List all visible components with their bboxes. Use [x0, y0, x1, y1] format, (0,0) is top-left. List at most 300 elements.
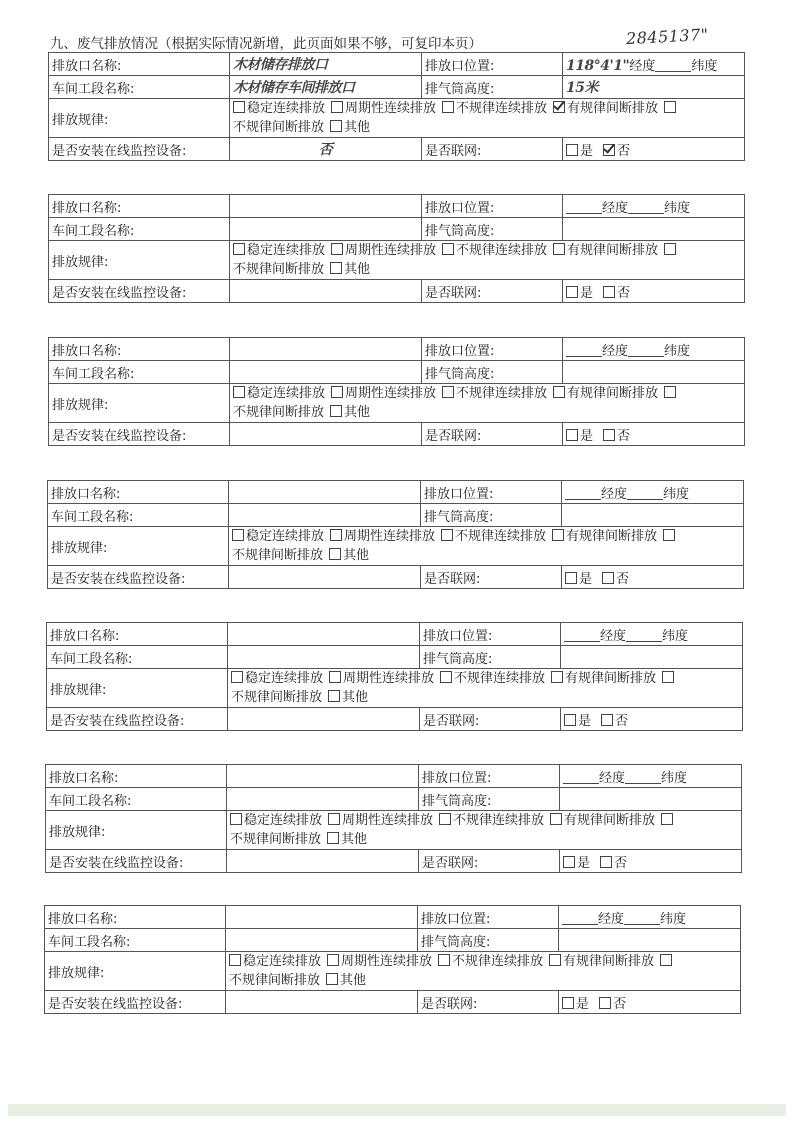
pattern-option-label: 其他	[340, 973, 367, 988]
network-label: 是否联网:	[420, 708, 561, 731]
stack-height-field[interactable]	[559, 929, 741, 952]
checkbox-icon[interactable]	[664, 243, 676, 255]
checkbox-icon[interactable]	[553, 101, 565, 113]
workshop-field[interactable]	[230, 218, 422, 241]
pattern-options	[230, 99, 745, 138]
outlet-name-field[interactable]	[226, 906, 418, 929]
longitude-label: 经度	[602, 343, 629, 359]
network-yes-label: 是	[580, 143, 594, 159]
stack-height-label: 排气筒高度:	[418, 929, 559, 952]
network-label: 是否联网:	[418, 991, 559, 1014]
workshop-field[interactable]: 木材储存车间排放口	[230, 76, 422, 99]
checkbox-icon[interactable]	[599, 997, 611, 1009]
outlet-position-field[interactable]	[559, 906, 741, 929]
checkbox-icon[interactable]	[603, 429, 615, 441]
checkbox-icon[interactable]	[562, 997, 574, 1009]
emission-form-block	[48, 337, 745, 446]
outlet-name-label: 排放口名称:	[49, 195, 230, 218]
stack-height-label: 排气筒高度:	[422, 361, 563, 384]
pattern-option-label: 稳定连续排放	[243, 954, 322, 969]
pattern-option[interactable]	[229, 973, 320, 988]
pattern-option-label: 稳定连续排放	[245, 671, 324, 686]
pattern-option-label: 其他	[344, 262, 371, 277]
checkbox-icon[interactable]	[601, 714, 613, 726]
stack-height-label: 排气筒高度:	[421, 504, 562, 527]
network-no-label: 否	[613, 996, 627, 1012]
checkbox-icon[interactable]	[329, 671, 341, 683]
checkbox-icon[interactable]	[565, 572, 577, 584]
pattern-option[interactable]	[553, 101, 658, 116]
pattern-option-label: 稳定连续排放	[247, 243, 326, 258]
network-no-label: 否	[617, 143, 631, 159]
latitude-blank[interactable]	[627, 487, 663, 500]
outlet-name-label: 排放口名称:	[47, 623, 228, 646]
network-yes-label: 是	[580, 428, 594, 444]
emission-form-block	[48, 52, 745, 161]
pattern-option-label: 有规律间断排放	[565, 671, 657, 686]
checkbox-icon[interactable]	[330, 405, 342, 417]
pattern-option-label: 不规律间断排放	[231, 690, 323, 705]
emission-form-block	[45, 764, 742, 873]
checkbox-icon[interactable]	[233, 386, 245, 398]
longitude-value: 118°4'1"	[566, 57, 630, 74]
longitude-label: 经度	[629, 58, 656, 74]
workshop-label: 车间工段名称:	[45, 929, 226, 952]
network-no-label: 否	[617, 285, 631, 301]
longitude-label: 经度	[598, 911, 625, 927]
pattern-option[interactable]	[442, 386, 547, 401]
pattern-option[interactable]	[232, 529, 324, 544]
checkbox-icon[interactable]	[603, 286, 615, 298]
checkbox-icon[interactable]	[566, 144, 578, 156]
pattern-option[interactable]	[330, 262, 370, 277]
checkbox-icon[interactable]	[664, 101, 676, 113]
pattern-option[interactable]	[328, 813, 433, 828]
pattern-option-label: 不规律间断排放	[233, 120, 325, 135]
outlet-name-label: 排放口名称:	[46, 765, 227, 788]
pattern-option[interactable]	[230, 813, 322, 828]
checkbox-icon[interactable]	[442, 386, 454, 398]
checkbox-icon[interactable]	[441, 529, 453, 541]
pattern-option[interactable]	[552, 529, 657, 544]
outlet-position-label: 排放口位置:	[422, 338, 563, 361]
checkbox-icon[interactable]	[600, 856, 612, 868]
pattern-option[interactable]	[553, 243, 658, 258]
pattern-label: 排放规律:	[46, 811, 227, 850]
monitor-field[interactable]	[228, 708, 420, 731]
page-title: 九、废气排放情况（根据实际情况新增，此页面如果不够，可复印本页）	[50, 36, 482, 52]
outlet-position-label: 排放口位置:	[422, 195, 563, 218]
pattern-option[interactable]	[233, 386, 325, 401]
network-no-option[interactable]	[603, 144, 630, 159]
latitude-blank[interactable]	[628, 344, 664, 357]
pattern-option-label: 稳定连续排放	[247, 101, 326, 116]
workshop-field[interactable]	[228, 646, 420, 669]
pattern-option[interactable]	[441, 529, 546, 544]
longitude-label: 经度	[602, 200, 629, 216]
longitude-blank[interactable]	[562, 912, 598, 925]
network-field	[560, 850, 742, 873]
longitude-blank[interactable]	[563, 771, 599, 784]
outlet-name-field[interactable]	[230, 195, 422, 218]
checkbox-icon[interactable]	[331, 243, 343, 255]
emission-form-block	[47, 480, 744, 589]
checkbox-icon[interactable]	[440, 671, 452, 683]
network-label: 是否联网:	[422, 423, 563, 446]
checkbox-icon[interactable]	[232, 529, 244, 541]
pattern-option-label: 不规律间断排放	[233, 262, 325, 277]
pattern-option-label: 有规律间断排放	[564, 813, 656, 828]
pattern-option-label: 稳定连续排放	[244, 813, 323, 828]
longitude-blank[interactable]	[566, 201, 602, 214]
network-yes-option[interactable]	[562, 997, 589, 1012]
network-field	[563, 138, 745, 161]
pattern-option-label: 有规律间断排放	[567, 243, 659, 258]
pattern-label: 排放规律:	[45, 952, 226, 991]
pattern-option-label: 不规律连续排放	[453, 813, 545, 828]
pattern-option-label: 有规律间断排放	[563, 954, 655, 969]
handwritten-note: 2845137"	[625, 24, 710, 49]
pattern-option-label: 其他	[341, 832, 368, 847]
pattern-option[interactable]	[329, 548, 369, 563]
outlet-position-field[interactable]	[563, 195, 745, 218]
network-no-option[interactable]	[601, 714, 628, 729]
pattern-option-label: 周期性连续排放	[343, 671, 435, 686]
checkbox-icon[interactable]	[330, 529, 342, 541]
stack-height-label: 排气筒高度:	[419, 788, 560, 811]
network-yes-label: 是	[578, 713, 592, 729]
checkbox-icon[interactable]	[662, 671, 674, 683]
workshop-field[interactable]	[226, 929, 418, 952]
latitude-label: 纬度	[662, 628, 689, 644]
checkbox-icon[interactable]	[331, 101, 343, 113]
latitude-label: 纬度	[691, 58, 718, 74]
pattern-option-label: 不规律间断排放	[232, 548, 324, 563]
pattern-option[interactable]	[326, 973, 366, 988]
pattern-option[interactable]	[442, 101, 547, 116]
pattern-options	[227, 811, 742, 850]
checkbox-icon[interactable]	[330, 262, 342, 274]
stack-height-label: 排气筒高度:	[422, 218, 563, 241]
pattern-option-label: 其他	[343, 548, 370, 563]
network-yes-option[interactable]	[564, 714, 591, 729]
outlet-name-label: 排放口名称:	[49, 53, 230, 76]
emission-form-block	[46, 622, 743, 731]
monitor-field[interactable]	[227, 850, 419, 873]
stack-height-label: 排气筒高度:	[422, 76, 563, 99]
workshop-field[interactable]	[227, 788, 419, 811]
pattern-option[interactable]	[230, 832, 321, 847]
network-no-option[interactable]	[600, 856, 627, 871]
monitor-field[interactable]	[226, 991, 418, 1014]
stack-height-field[interactable]	[563, 361, 745, 384]
checkbox-icon[interactable]	[563, 856, 575, 868]
pattern-label: 排放规律:	[48, 527, 229, 566]
pattern-label: 排放规律:	[47, 669, 228, 708]
monitor-label: 是否安装在线监控设备:	[46, 850, 227, 873]
pattern-option-label: 不规律连续排放	[456, 386, 548, 401]
pattern-option[interactable]	[233, 101, 325, 116]
monitor-label: 是否安装在线监控设备:	[49, 280, 230, 303]
workshop-field[interactable]	[229, 504, 421, 527]
monitor-label: 是否安装在线监控设备:	[49, 423, 230, 446]
pattern-option[interactable]	[229, 954, 321, 969]
pattern-option[interactable]	[439, 813, 544, 828]
pattern-option[interactable]	[327, 832, 367, 847]
latitude-blank[interactable]	[655, 59, 691, 72]
pattern-option[interactable]	[330, 120, 370, 135]
network-yes-option[interactable]	[566, 144, 593, 159]
pattern-options	[228, 669, 743, 708]
pattern-option[interactable]	[438, 954, 543, 969]
footer-bar	[8, 1104, 786, 1116]
monitor-label: 是否安装在线监控设备:	[48, 566, 229, 589]
checkbox-icon[interactable]	[553, 243, 565, 255]
pattern-options	[226, 952, 741, 991]
checkbox-icon[interactable]	[439, 813, 451, 825]
network-yes-label: 是	[576, 996, 590, 1012]
checkbox-icon[interactable]	[328, 813, 340, 825]
latitude-label: 纬度	[663, 486, 690, 502]
pattern-option[interactable]	[331, 386, 436, 401]
stack-height-field[interactable]	[563, 218, 745, 241]
stack-height-field[interactable]: 15米	[563, 76, 745, 99]
outlet-name-field[interactable]	[227, 765, 419, 788]
pattern-option-label: 不规律连续排放	[456, 101, 548, 116]
checkbox-icon[interactable]	[602, 572, 614, 584]
network-no-option[interactable]	[602, 572, 629, 587]
monitor-field[interactable]	[229, 566, 421, 589]
stack-height-field[interactable]	[562, 504, 744, 527]
checkbox-icon[interactable]	[438, 954, 450, 966]
workshop-label: 车间工段名称:	[49, 76, 230, 99]
pattern-option[interactable]	[549, 954, 654, 969]
latitude-blank[interactable]	[628, 201, 664, 214]
checkbox-icon[interactable]	[327, 954, 339, 966]
pattern-option[interactable]	[331, 101, 436, 116]
pattern-option-label: 周期性连续排放	[345, 243, 437, 258]
outlet-name-field[interactable]	[229, 481, 421, 504]
checkbox-icon[interactable]	[329, 548, 341, 560]
monitor-field[interactable]	[230, 280, 422, 303]
monitor-field[interactable]	[230, 423, 422, 446]
longitude-label: 经度	[601, 486, 628, 502]
pattern-option-label: 其他	[344, 405, 371, 420]
pattern-option-label: 周期性连续排放	[344, 529, 436, 544]
stack-height-label: 排气筒高度:	[420, 646, 561, 669]
latitude-blank[interactable]	[626, 629, 662, 642]
workshop-label: 车间工段名称:	[47, 646, 228, 669]
network-no-label: 否	[617, 428, 631, 444]
network-yes-option[interactable]	[566, 429, 593, 444]
outlet-position-field[interactable]	[561, 623, 743, 646]
pattern-option[interactable]	[553, 386, 658, 401]
network-no-label: 否	[614, 855, 628, 871]
pattern-option[interactable]	[442, 243, 547, 258]
network-yes-label: 是	[579, 571, 593, 587]
outlet-name-field[interactable]	[230, 338, 422, 361]
pattern-option-label: 不规律间断排放	[229, 973, 321, 988]
pattern-option[interactable]	[233, 243, 325, 258]
pattern-option[interactable]	[330, 529, 435, 544]
pattern-option-label: 稳定连续排放	[247, 386, 326, 401]
workshop-label: 车间工段名称:	[46, 788, 227, 811]
checkbox-icon[interactable]	[663, 529, 675, 541]
checkbox-icon[interactable]	[566, 429, 578, 441]
checkbox-icon[interactable]	[550, 813, 562, 825]
checkbox-icon[interactable]	[660, 954, 672, 966]
latitude-label: 纬度	[664, 343, 691, 359]
monitor-label: 是否安装在线监控设备:	[49, 138, 230, 161]
pattern-label: 排放规律:	[49, 99, 230, 138]
emission-form-block	[48, 194, 745, 303]
outlet-name-label: 排放口名称:	[45, 906, 226, 929]
checkbox-icon[interactable]	[566, 286, 578, 298]
checkbox-icon[interactable]	[327, 832, 339, 844]
checkbox-icon[interactable]	[330, 120, 342, 132]
network-field	[563, 280, 745, 303]
pattern-option-label: 有规律间断排放	[567, 101, 659, 116]
network-yes-option[interactable]	[566, 286, 593, 301]
pattern-option[interactable]	[233, 405, 324, 420]
longitude-label: 经度	[600, 628, 627, 644]
checkbox-icon[interactable]	[442, 243, 454, 255]
pattern-options	[230, 241, 745, 280]
checkbox-icon[interactable]	[442, 101, 454, 113]
pattern-label: 排放规律:	[49, 241, 230, 280]
longitude-label: 经度	[599, 770, 626, 786]
emission-form-block	[44, 905, 741, 1014]
pattern-option-label: 周期性连续排放	[345, 386, 437, 401]
network-no-label: 否	[615, 713, 629, 729]
checkbox-icon[interactable]	[549, 954, 561, 966]
network-field	[559, 991, 741, 1014]
pattern-option[interactable]	[232, 548, 323, 563]
pattern-option[interactable]	[330, 405, 370, 420]
outlet-position-field[interactable]	[562, 481, 744, 504]
workshop-label: 车间工段名称:	[48, 504, 229, 527]
network-field	[562, 566, 744, 589]
network-label: 是否联网:	[421, 566, 562, 589]
checkbox-icon[interactable]	[326, 973, 338, 985]
network-yes-option[interactable]	[563, 856, 590, 871]
network-yes-label: 是	[580, 285, 594, 301]
network-yes-option[interactable]	[565, 572, 592, 587]
network-label: 是否联网:	[422, 138, 563, 161]
monitor-label: 是否安装在线监控设备:	[47, 708, 228, 731]
pattern-option-label: 周期性连续排放	[342, 813, 434, 828]
network-field	[561, 708, 743, 731]
checkbox-icon[interactable]	[331, 386, 343, 398]
pattern-option[interactable]	[327, 954, 432, 969]
pattern-options	[229, 527, 744, 566]
outlet-position-field[interactable]	[560, 765, 742, 788]
pattern-option[interactable]	[233, 262, 324, 277]
pattern-option-label: 不规律连续排放	[456, 243, 548, 258]
latitude-label: 纬度	[661, 770, 688, 786]
pattern-option[interactable]	[231, 690, 322, 705]
outlet-name-label: 排放口名称:	[49, 338, 230, 361]
latitude-label: 纬度	[660, 911, 687, 927]
network-field	[563, 423, 745, 446]
monitor-label: 是否安装在线监控设备:	[45, 991, 226, 1014]
longitude-blank[interactable]	[565, 487, 601, 500]
outlet-position-field[interactable]	[563, 53, 745, 76]
stack-height-field[interactable]	[561, 646, 743, 669]
pattern-option-label: 不规律连续排放	[452, 954, 544, 969]
stack-height-field[interactable]	[560, 788, 742, 811]
checkbox-icon[interactable]	[233, 101, 245, 113]
pattern-label: 排放规律:	[49, 384, 230, 423]
pattern-option-label: 不规律连续排放	[455, 529, 547, 544]
outlet-position-label: 排放口位置:	[420, 623, 561, 646]
checkbox-icon[interactable]	[233, 243, 245, 255]
checkbox-icon[interactable]	[603, 144, 615, 156]
pattern-option[interactable]	[331, 243, 436, 258]
checkbox-icon[interactable]	[552, 529, 564, 541]
outlet-name-label: 排放口名称:	[48, 481, 229, 504]
pattern-option-label: 周期性连续排放	[345, 101, 437, 116]
checkbox-icon[interactable]	[551, 671, 563, 683]
pattern-options	[230, 384, 745, 423]
pattern-option-label: 周期性连续排放	[341, 954, 433, 969]
outlet-position-label: 排放口位置:	[419, 765, 560, 788]
pattern-option[interactable]	[231, 671, 323, 686]
checkbox-icon[interactable]	[229, 954, 241, 966]
pattern-option-label: 稳定连续排放	[246, 529, 325, 544]
longitude-blank[interactable]	[566, 344, 602, 357]
checkbox-icon[interactable]	[328, 690, 340, 702]
network-no-option[interactable]	[599, 997, 626, 1012]
checkbox-icon[interactable]	[230, 813, 242, 825]
pattern-option-label: 有规律间断排放	[567, 386, 659, 401]
checkbox-icon[interactable]	[553, 386, 565, 398]
pattern-option-label: 不规律连续排放	[454, 671, 546, 686]
network-no-label: 否	[616, 571, 630, 587]
checkbox-icon[interactable]	[664, 386, 676, 398]
pattern-option[interactable]	[233, 120, 324, 135]
network-yes-label: 是	[577, 855, 591, 871]
checkbox-icon[interactable]	[661, 813, 673, 825]
outlet-name-field[interactable]	[228, 623, 420, 646]
workshop-field[interactable]	[230, 361, 422, 384]
pattern-option[interactable]	[329, 671, 434, 686]
outlet-position-label: 排放口位置:	[422, 53, 563, 76]
checkbox-icon[interactable]	[564, 714, 576, 726]
pattern-option[interactable]	[550, 813, 655, 828]
pattern-option-label: 不规律间断排放	[230, 832, 322, 847]
latitude-blank[interactable]	[624, 912, 660, 925]
workshop-label: 车间工段名称:	[49, 218, 230, 241]
latitude-label: 纬度	[664, 200, 691, 216]
checkbox-icon[interactable]	[231, 671, 243, 683]
pattern-option-label: 其他	[342, 690, 369, 705]
pattern-option[interactable]	[440, 671, 545, 686]
pattern-option[interactable]	[328, 690, 368, 705]
network-no-option[interactable]	[603, 429, 630, 444]
pattern-option-label: 其他	[344, 120, 371, 135]
outlet-position-field[interactable]	[563, 338, 745, 361]
pattern-option-label: 有规律间断排放	[566, 529, 658, 544]
pattern-option[interactable]	[551, 671, 656, 686]
latitude-blank[interactable]	[625, 771, 661, 784]
network-label: 是否联网:	[419, 850, 560, 873]
network-no-option[interactable]	[603, 286, 630, 301]
longitude-blank[interactable]	[564, 629, 600, 642]
monitor-field[interactable]: 否	[230, 138, 422, 161]
outlet-name-field[interactable]: 木材储存排放口	[230, 53, 422, 76]
outlet-position-label: 排放口位置:	[418, 906, 559, 929]
